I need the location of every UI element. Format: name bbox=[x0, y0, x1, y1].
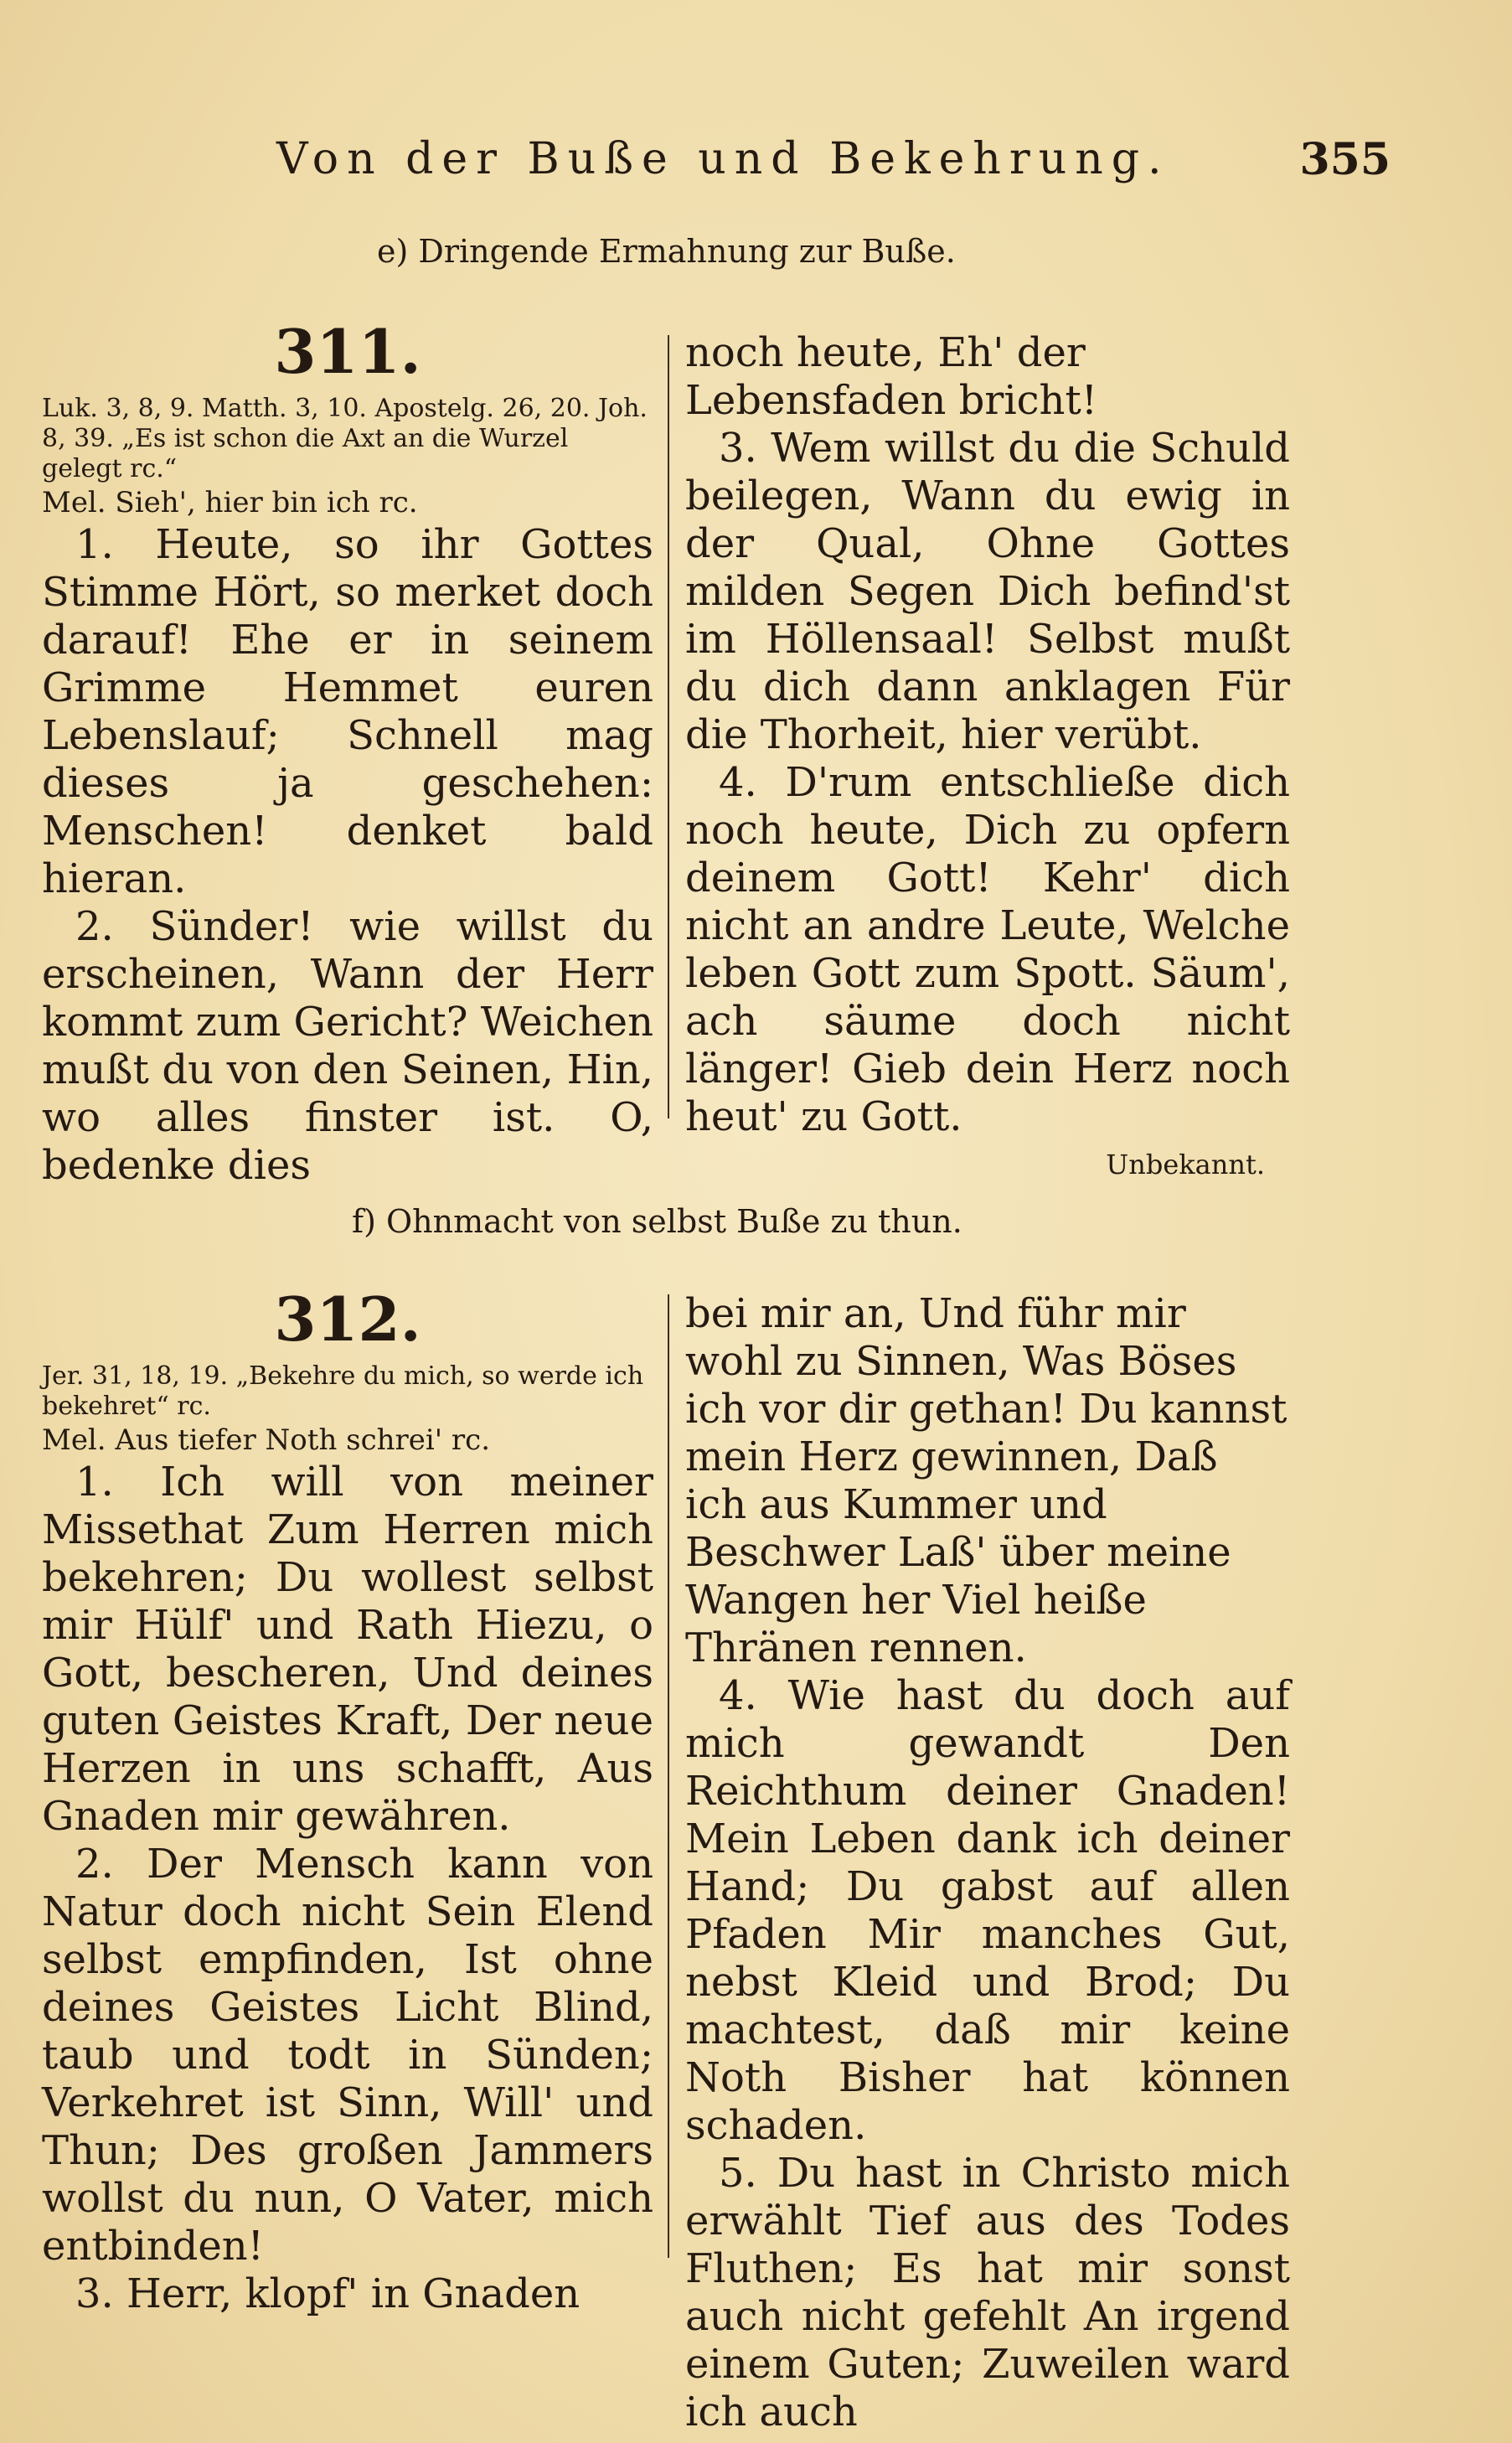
stanza-5: 5. Du hast in Christo mich erwählt Tief aus des Todes Fluthen; Es hat mir sonst auch nicht gefehlt An irgend einem Guten; Zuweilen ward ich auch bbox=[685, 2150, 1290, 2435]
page-header bbox=[251, 126, 1391, 201]
stanza-2: 2. Sünder! wie willst du erscheinen, Wann der Herr kommt zum Gericht? Weichen mußt du von den Seinen, Hin, wo alles finster ist. O, bedenke dies bbox=[42, 903, 653, 1189]
stanza-4: 4. Wie hast du doch auf mich gewandt Den Reichthum deiner Gnaden! Mein Leben dank ich deiner Hand; Du gabst auf allen Pfaden Mir manches Gut, nebst Kleid und Brod; Du machtest, daß mir keine Noth Bisher hat können schaden. bbox=[685, 1672, 1290, 2149]
section-heading-e: e) Dringende Ermahnung zur Buße. bbox=[377, 233, 956, 270]
melody-line: Mel. Sieh', hier bin ich rc. bbox=[42, 486, 418, 519]
stanza-3-start: 3. Herr, klopf' in Gnaden bbox=[75, 2270, 581, 2317]
stanza-2-continuation: noch heute, Eh' der Lebensfaden bricht! bbox=[685, 329, 1098, 424]
melody-line: Mel. Aus tiefer Noth schrei' rc. bbox=[42, 1423, 491, 1457]
column-divider bbox=[668, 335, 669, 1118]
hymn-311-left-column bbox=[42, 318, 653, 1190]
stanza-2: 2. Der Mensch kann von Natur doch nicht Sein Elend selbst empfinden, Ist ohne deines Geistes Licht Blind, taub und todt in Sünden; Verkehret ist Sinn, Will' und Thun; Des großen Jammers wollst du nun, O Vater, mich entbinden! bbox=[42, 1841, 653, 2270]
scripture-references: Jer. 31, 18, 19. „Bekehre du mich, so werde ich bekehret“ rc. bbox=[42, 1361, 644, 1421]
hymn-312-left-column bbox=[42, 1283, 653, 2318]
author-attribution: Unbekannt. bbox=[1106, 1149, 1265, 1180]
section-heading-f: f) Ohnmacht von selbst Buße zu thun. bbox=[352, 1203, 962, 1240]
stanza-1: 1. Heute, so ihr Gottes Stimme Hört, so merket doch darauf! Ehe er in seinem Grimme Hemmet euren Lebenslauf; Schnell mag dieses ja geschehen: Menschen! denket bald hieran. bbox=[42, 521, 653, 902]
hymn-312-right-column bbox=[685, 1290, 1290, 2436]
stanza-3-continuation: bei mir an, Und führ mir wohl zu Sinnen, Was Böses ich vor dir gethan! Du kannst mein Herz gewinnen, Daß ich aus Kummer und Beschwer Laß' über meine Wangen her Viel heiße Thränen rennen. bbox=[685, 1290, 1288, 1671]
running-title: Von der Buße und Bekehrung. bbox=[276, 134, 1170, 184]
page-number: 355 bbox=[1299, 134, 1391, 185]
stanza-3: 3. Wem willst du die Schuld beilegen, Wann du ewig in der Qual, Ohne Gottes milden Segen Dich befind'st im Höllensaal! Selbst mußt du dich dann anklagen Für die Thorheit, hier verübt. bbox=[685, 425, 1290, 758]
hymn-number: 312. bbox=[274, 1283, 421, 1355]
hymn-311-right-column bbox=[685, 329, 1290, 1189]
stanza-4: 4. D'rum entschließe dich noch heute, Dich zu opfern deinem Gott! Kehr' dich nicht an andre Leute, Welche leben Gott zum Spott. Säum', ach säume doch nicht länger! Gieb dein Herz noch heut' zu Gott. bbox=[685, 759, 1290, 1140]
stanza-1: 1. Ich will von meiner Missethat Zum Herren mich bekehren; Du wollest selbst mir Hülf' und Rath Hiezu, o Gott, bescheren, Und deines guten Geistes Kraft, Der neue Herzen in uns schafft, Aus Gnaden mir gewähren. bbox=[42, 1459, 653, 1840]
hymn-number: 311. bbox=[274, 316, 421, 387]
column-divider bbox=[668, 1294, 669, 2258]
scripture-references: Luk. 3, 8, 9. Matth. 3, 10. Apostelg. 26, 20. Joh. 8, 39. „Es ist schon die Axt an die Wurzel gelegt rc.“ bbox=[42, 394, 648, 483]
